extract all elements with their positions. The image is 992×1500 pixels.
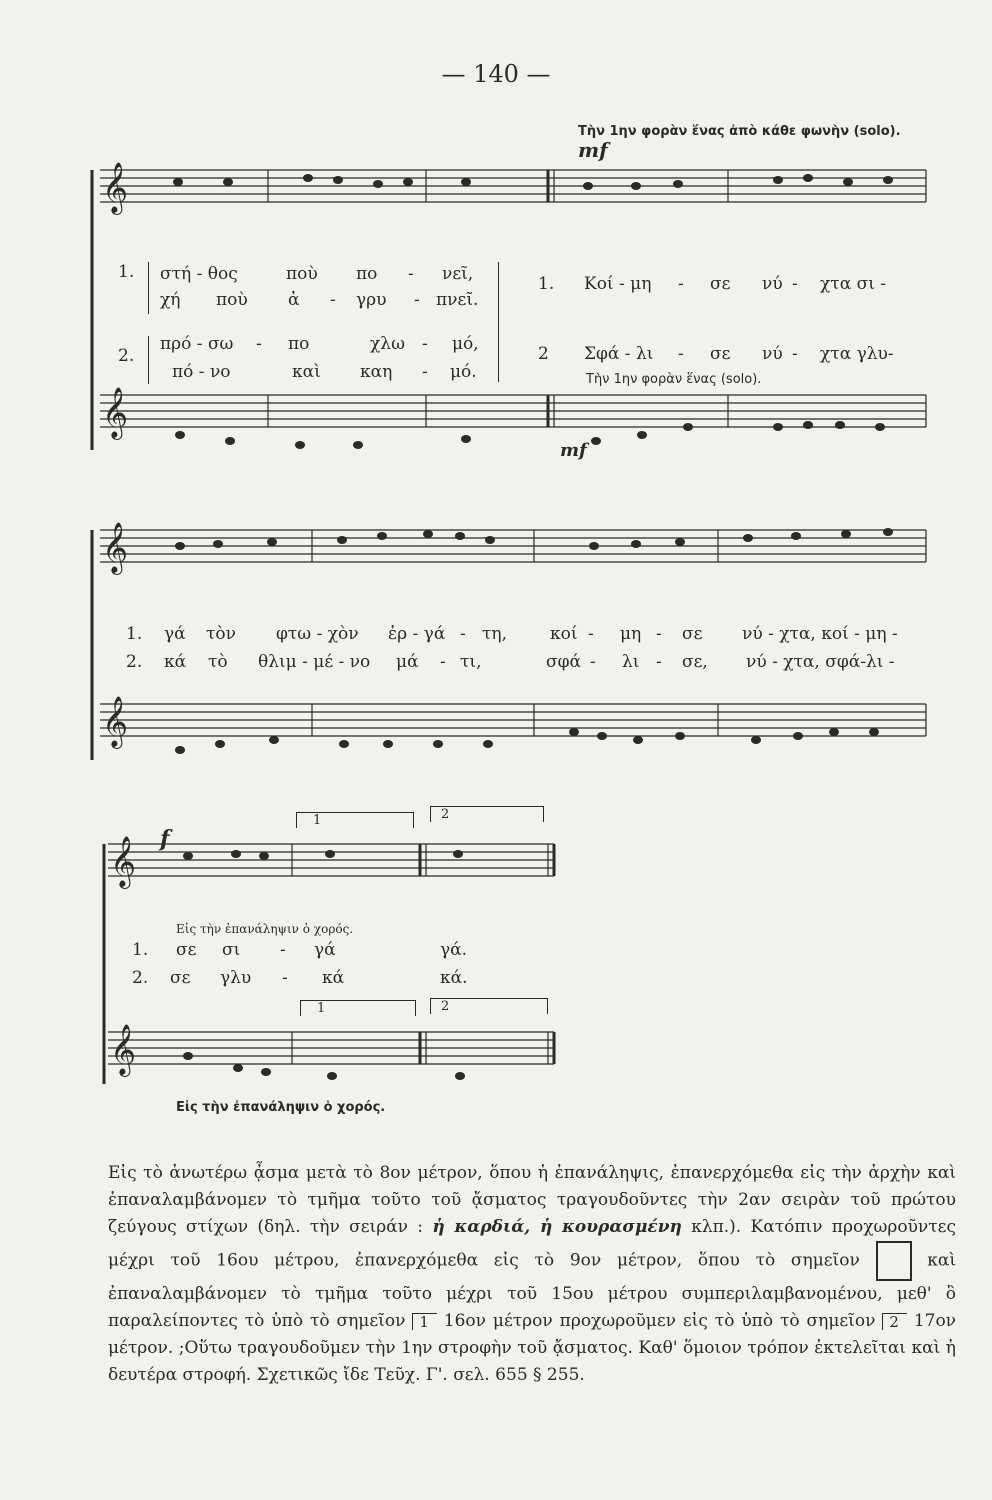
lyric-syllable: Σφά - λι xyxy=(584,344,654,364)
svg-text:𝄞: 𝄞 xyxy=(102,162,129,213)
staff-svg-2l xyxy=(88,684,928,774)
staff-svg-1u xyxy=(88,150,928,240)
lyric-syllable: γρυ xyxy=(356,290,387,310)
lyric-syllable: - xyxy=(440,652,446,672)
chorus-note-bottom: Εἰς τὴν ἐπανάληψιν ὁ χορός. xyxy=(176,1100,386,1115)
dynamic-mf-bottom: mf xyxy=(560,440,587,461)
lyric-syllable: καη xyxy=(360,362,393,382)
staff-system3-upper xyxy=(100,824,560,914)
lyric-syllable: καὶ xyxy=(292,362,321,382)
lyric-syllable: 2. xyxy=(132,968,149,988)
lyric-syllable: - xyxy=(280,940,286,960)
volta-1-inline: 1 xyxy=(412,1313,437,1330)
lyric-syllable: γά. xyxy=(440,940,468,960)
lyric-syllable: ποὺ xyxy=(216,290,248,310)
prose-part-a: Εἰς τὸ ἀνωτέρω ᾆσμα μετὰ τὸ 8ον μέτρον, ὅπου ἡ ἐπανάληψις, ἐπανερχόμεθα εἰς τὴν ἀρχὴν καὶ ἐπαναλαμβάνομεν τὸ τμῆμα τοῦτο τοῦ ᾄσματος τραγουδοῦντες τὴν 2αν σειρὰν τοῦ πρώτου ζεύγους στίχων (δηλ. τὴν σειράν : xyxy=(108,1163,956,1237)
lyric-syllable: σε xyxy=(710,344,731,364)
right-verse-1 xyxy=(538,274,938,296)
lyric-syllable: κά. xyxy=(440,968,468,988)
volta-1-top: 1 xyxy=(296,812,414,828)
staff-svg-1l xyxy=(88,375,928,465)
lyric-syllable: - xyxy=(792,274,798,294)
lyric-syllable: σι xyxy=(222,940,241,960)
staff-svg-3l xyxy=(100,1012,560,1102)
lyric-syllable: στή - θος xyxy=(160,264,238,284)
system2-line-1 xyxy=(126,624,946,646)
staff-system2-upper xyxy=(88,510,928,600)
lyric-syllable: - xyxy=(414,290,420,310)
svg-text:𝄞: 𝄞 xyxy=(110,1024,137,1075)
lyric-syllable: - xyxy=(460,624,466,644)
svg-text:𝄞: 𝄞 xyxy=(102,387,129,438)
lyric-syllable: σε xyxy=(170,968,191,988)
solo-instruction-bottom: Τὴν 1ην φορὰν ἕνας (solo). xyxy=(586,372,762,387)
verse-1-line-1 xyxy=(160,264,500,286)
verse-1-label: 1. xyxy=(118,262,135,282)
lyric-syllable: 2 xyxy=(538,344,549,364)
lyric-syllable: λι xyxy=(622,652,640,672)
volta-2-inline: 2 xyxy=(882,1313,907,1330)
lyric-syllable: - xyxy=(656,624,662,644)
prose-bold: ἡ καρδιά, ἡ κουρασμένη xyxy=(432,1217,682,1237)
lyric-syllable: ἐρ - γά xyxy=(388,624,446,644)
lyric-syllable: πνεῖ. xyxy=(436,290,479,310)
staff-system1-upper xyxy=(88,150,928,240)
prose-part-c: καὶ ἐπαναλαμβάνομεν τὸ τμῆμα τοῦτο μέχρι τοῦ 15ου μέτρου συμπεριλαμβανομένου, μεθ' ὃ παραλείποντες τὸ ὑπὸ τὸ σημεῖον xyxy=(108,1250,957,1331)
staff-svg-3u xyxy=(100,824,560,914)
lyric-syllable: μη xyxy=(620,624,642,644)
svg-text:𝄞: 𝄞 xyxy=(110,836,137,887)
lyric-syllable: πό - νο xyxy=(172,362,231,382)
system2-line-2 xyxy=(126,652,946,674)
svg-text:𝄞: 𝄞 xyxy=(102,696,129,747)
lyric-syllable: τι, xyxy=(460,652,482,672)
lyric-syllable: τη, xyxy=(482,624,507,644)
lyric-syllable: 1. xyxy=(126,624,143,644)
lyric-syllable: νύ - χτα, σφά-λι - xyxy=(746,652,895,672)
svg-text:𝄞: 𝄞 xyxy=(102,522,129,573)
lyric-syllable: - xyxy=(282,968,288,988)
lyric-syllable: - xyxy=(408,264,414,284)
verse-2-line-1 xyxy=(160,334,500,356)
lyric-syllable: μά xyxy=(396,652,419,672)
lyric-syllable: - xyxy=(422,334,428,354)
lyric-syllable: σφά xyxy=(546,652,581,672)
lyric-syllable: - xyxy=(422,362,428,382)
lyric-syllable: θλιμ - μέ - νο xyxy=(258,652,371,672)
dynamic-mf-top: mf xyxy=(578,138,608,162)
lyric-syllable: γλυ xyxy=(220,968,252,988)
lyric-syllable: - xyxy=(678,344,684,364)
verse-right-brace xyxy=(494,262,499,382)
staff-system1-lower xyxy=(88,375,928,465)
verse-1-brace xyxy=(148,262,153,314)
lyric-syllable: σε xyxy=(710,274,731,294)
lyric-syllable: φτω - χὸν xyxy=(276,624,359,644)
lyric-syllable: χλω xyxy=(370,334,405,354)
lyric-syllable: πο xyxy=(288,334,310,354)
lyric-syllable: πρό - σω xyxy=(160,334,234,354)
page-number: — 140 — xyxy=(441,60,551,88)
lyric-syllable: Κοί - μη xyxy=(584,274,652,294)
lyric-syllable: - xyxy=(792,344,798,364)
lyric-syllable: 2. xyxy=(126,652,143,672)
lyric-syllable: χή xyxy=(160,290,181,310)
prose-part-d: 16ον μέτρον προχωροῦμεν εἰς τὸ ὑπὸ τὸ σημεῖον xyxy=(443,1311,876,1331)
lyric-syllable: νύ - χτα, κοί - μη - xyxy=(742,624,898,644)
lyric-syllable: κά xyxy=(164,652,187,672)
lyric-syllable: κά xyxy=(322,968,345,988)
lyric-syllable: - xyxy=(678,274,684,294)
system3-line-1 xyxy=(132,940,492,962)
volta-2-top: 2 xyxy=(430,806,544,822)
lyric-syllable: νύ xyxy=(762,274,783,294)
right-verse-2 xyxy=(538,344,938,366)
explanatory-text xyxy=(108,1160,956,1389)
lyric-syllable: 1. xyxy=(538,274,555,294)
lyric-syllable: ποὺ xyxy=(286,264,318,284)
lyric-syllable: σε xyxy=(176,940,197,960)
lyric-syllable: 1. xyxy=(132,940,149,960)
lyric-syllable: - xyxy=(330,290,336,310)
staff-system3-lower xyxy=(100,1012,560,1102)
lyric-syllable: χτα γλυ- xyxy=(820,344,894,364)
staff-system2-lower xyxy=(88,684,928,774)
lyric-syllable: γά xyxy=(164,624,186,644)
prose-paragraph xyxy=(108,1160,956,1389)
lyric-syllable: μό. xyxy=(450,362,477,382)
volta-1-bottom: 1 xyxy=(300,1000,416,1016)
lyric-syllable: - xyxy=(590,652,596,672)
lyric-syllable: νεῖ, xyxy=(442,264,474,284)
system3-line-2 xyxy=(132,968,492,990)
prose-part-b: κλπ.). Κατόπιν προχωροῦντες μέχρι τοῦ 16ου μέτρου, ἐπανερχόμεθα εἰς τὸ 9ον μέτρον, ὅπου τὸ σημεῖον xyxy=(108,1217,956,1271)
verse-2-label: 2. xyxy=(118,346,135,366)
verse-1-line-2 xyxy=(160,290,500,312)
lyric-syllable: σε xyxy=(682,624,703,644)
lyric-syllable: μό, xyxy=(452,334,479,354)
dynamic-f: f xyxy=(160,826,170,852)
lyric-syllable: - xyxy=(656,652,662,672)
lyric-syllable: γά xyxy=(314,940,336,960)
volta-2-bottom: 2 xyxy=(430,998,548,1014)
lyric-syllable: χτα σι - xyxy=(820,274,887,294)
lyric-syllable: κοί xyxy=(550,624,578,644)
lyric-syllable: - xyxy=(588,624,594,644)
lyric-syllable: τὸν xyxy=(206,624,236,644)
staff-svg-2u xyxy=(88,510,928,600)
lyric-syllable: πο xyxy=(356,264,378,284)
repeat-sign-icon xyxy=(876,1241,912,1281)
chorus-note-top: Εἰς τὴν ἐπανάληψιν ὁ χορός. xyxy=(176,922,354,936)
lyric-syllable: - xyxy=(256,334,262,354)
lyric-syllable: ἀ xyxy=(288,290,300,310)
prose-part-e: 17ον μέτρον. ;Οὕτω τραγουδοῦμεν τὴν 1ην στροφὴν τοῦ ᾄσματος. Καθ' ὅμοιον τρόπον ἐκτελεῖται καὶ ἡ δευτέρα στροφή. Σχετικῶς ἴδε Τεῦχ. Γ'. σελ. 655 § 255. xyxy=(108,1311,957,1385)
lyric-syllable: νύ xyxy=(762,344,783,364)
lyric-syllable: σε, xyxy=(682,652,708,672)
solo-instruction-top: Τὴν 1ην φορὰν ἕνας ἀπὸ κάθε φωνὴν (solo). xyxy=(578,124,901,139)
lyric-syllable: τὸ xyxy=(208,652,228,672)
